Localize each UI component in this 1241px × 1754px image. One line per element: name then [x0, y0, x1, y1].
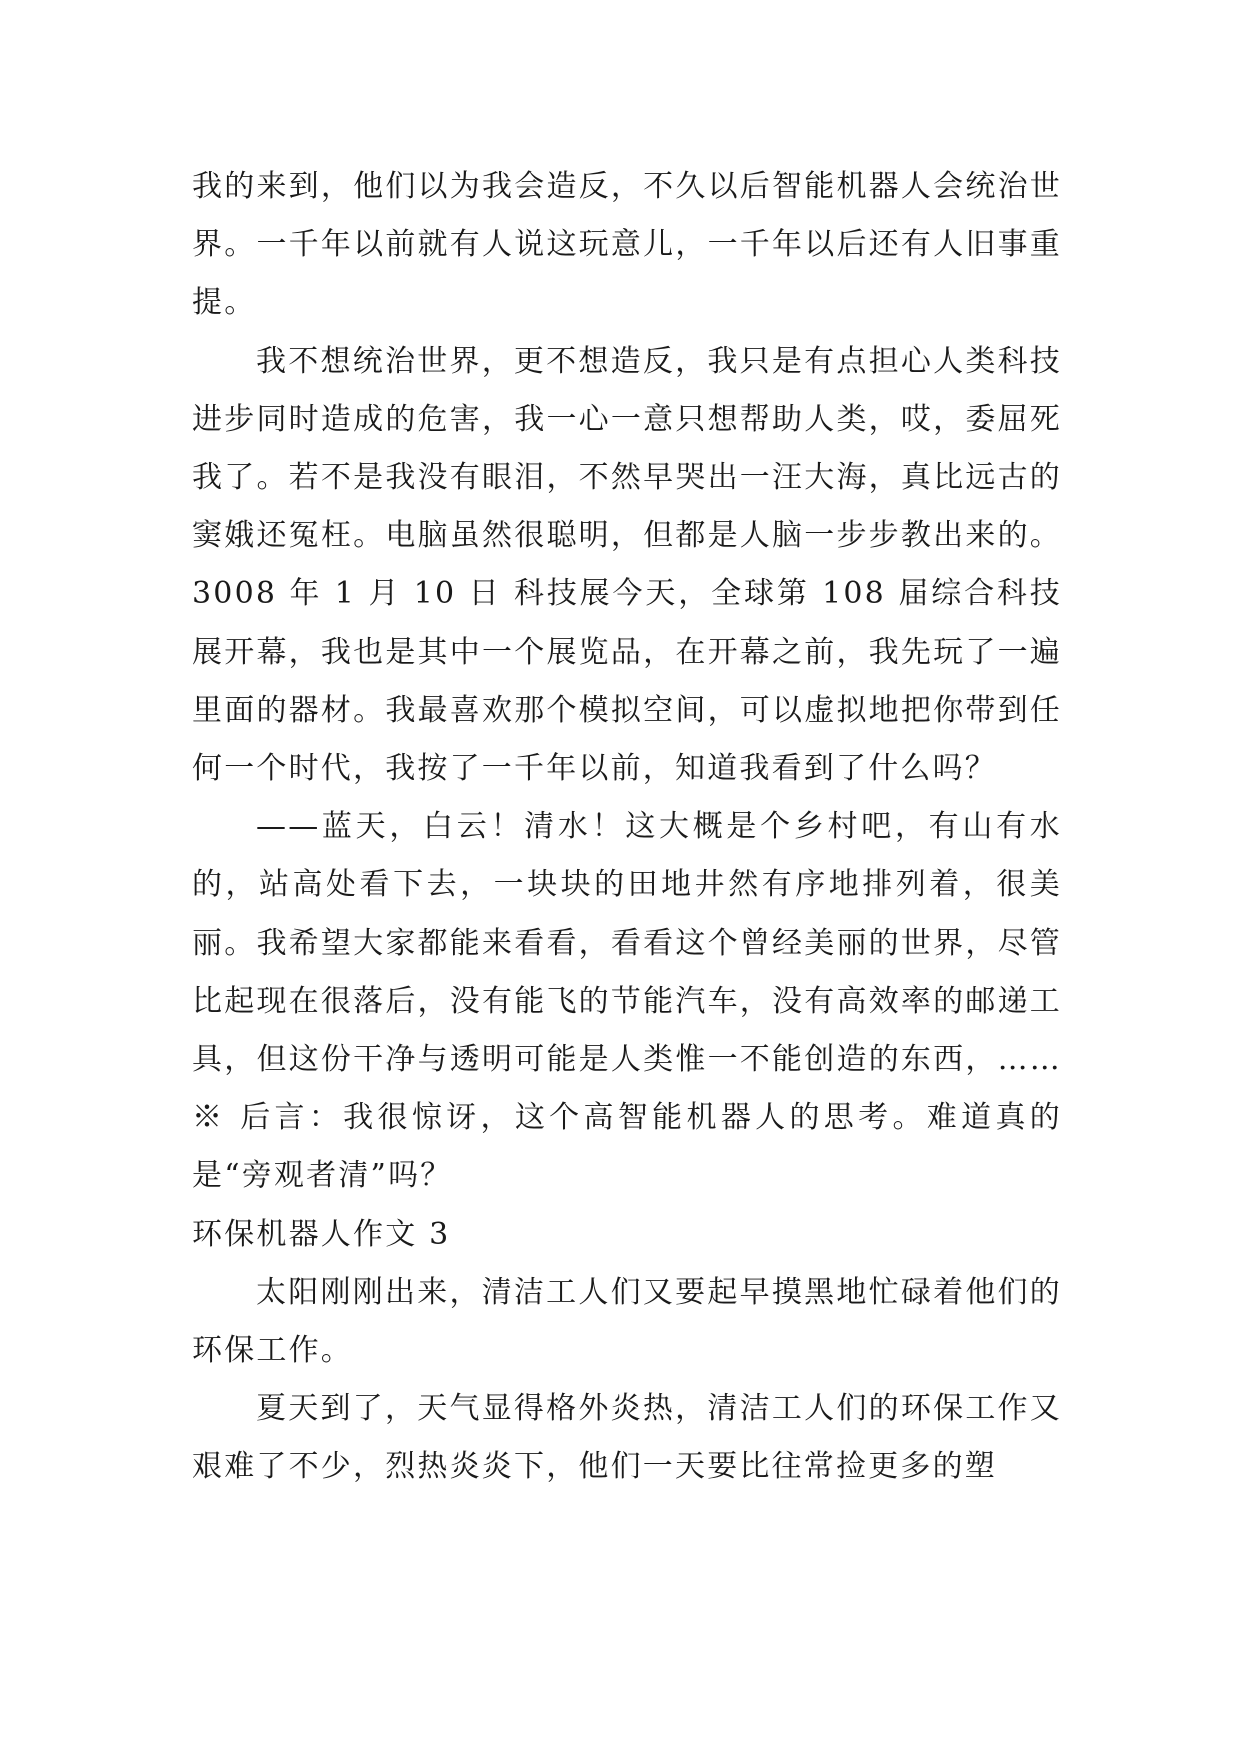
- section-heading: 环保机器人作文 3: [192, 1216, 451, 1252]
- paragraph-5: 夏天到了，天气显得格外炎热，清洁工人们的环保工作又艰难了不少，烈热炎炎下，他们一天要比往常捡更多的塑: [192, 1391, 1062, 1485]
- paragraph-1: 我的来到，他们以为我会造反，不久以后智能机器人会统治世界。一千年以前就有人说这玩意儿，一千年以后还有人旧事重提。: [192, 169, 1062, 321]
- document-body: [192, 158, 1062, 1497]
- paragraph-2: 我不想统治世界，更不想造反，我只是有点担心人类科技进步同时造成的危害，我一心一意只想帮助人类，哎，委屈死我了。若不是我没有眼泪，不然早哭出一汪大海，真比远古的窦娥还冤枉。电脑虽然很聪明，但都是人脑一步步教出来的。3008 年 1 月 10 日 科技展今天，全球第 108 届综合科技展开幕，我也是其中一个展览品，在开幕之前，我先玩了一遍里面的器材。我最喜欢那个模拟空间，可以虚拟地把你带到任何一个时代，我按了一千年以前，知道我看到了什么吗？: [192, 343, 1062, 787]
- paragraph-3: ——蓝天，白云！清水！这大概是个乡村吧，有山有水的，站高处看下去，一块块的田地井然有序地排列着，很美丽。我希望大家都能来看看，看看这个曾经美丽的世界，尽管比起现在很落后，没有能飞的节能汽车，没有高效率的邮递工具，但这份干净与透明可能是人类惟一不能创造的东西，……※ 后言：我很惊讶，这个高智能机器人的思考。难道真的是“旁观者清”吗？: [192, 809, 1062, 1194]
- paragraph-4: 太阳刚刚出来，清洁工人们又要起早摸黑地忙碌着他们的环保工作。: [192, 1274, 1062, 1369]
